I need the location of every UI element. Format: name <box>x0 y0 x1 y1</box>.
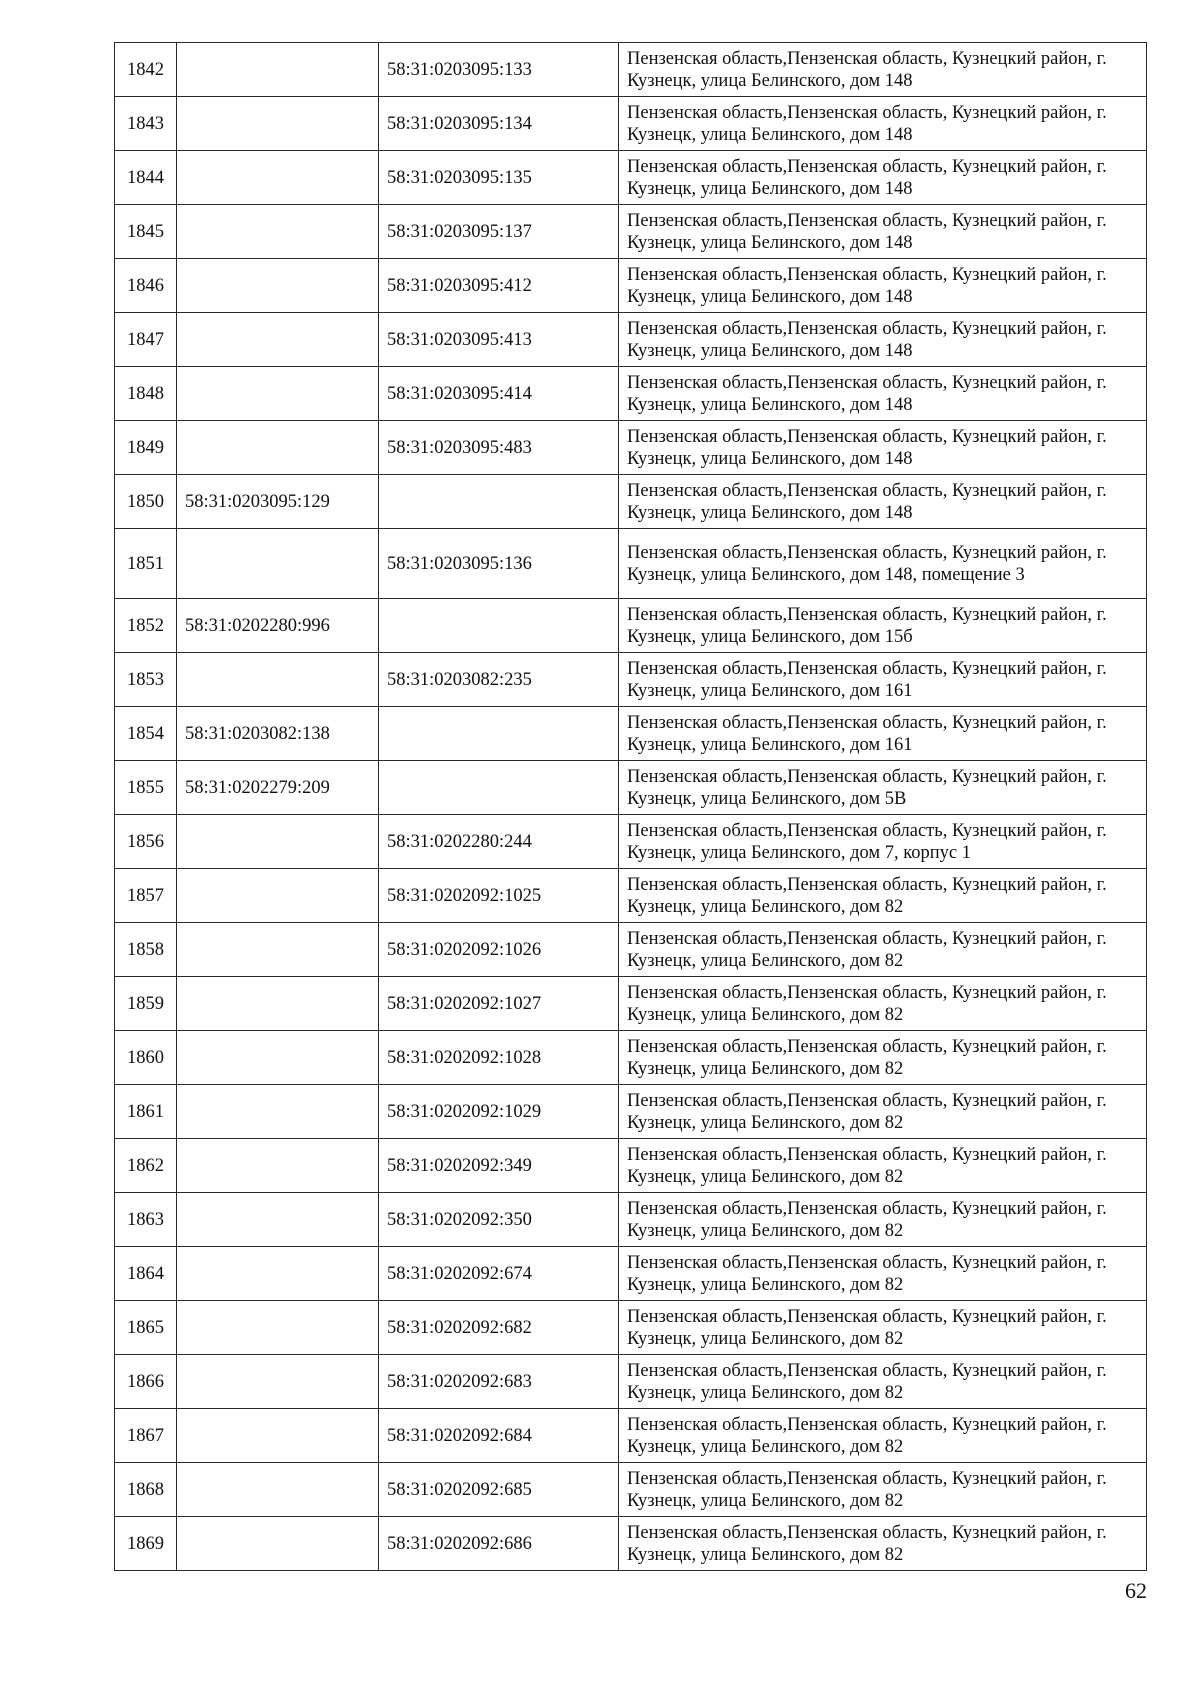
building-cadastral-number-cell: 58:31:0202092:684 <box>379 1409 619 1463</box>
table-row <box>115 1139 1147 1193</box>
table-row <box>115 1355 1147 1409</box>
land-cadastral-number-cell <box>177 1355 379 1409</box>
address-cell: Пензенская область,Пензенская область, Кузнецкий район, г. Кузнецк, улица Белинского, дом 148, помещение 3 <box>619 529 1147 599</box>
land-cadastral-number-cell <box>177 259 379 313</box>
address-cell: Пензенская область,Пензенская область, Кузнецкий район, г. Кузнецк, улица Белинского, дом 82 <box>619 977 1147 1031</box>
land-cadastral-number-cell <box>177 1517 379 1571</box>
address-cell: Пензенская область,Пензенская область, Кузнецкий район, г. Кузнецк, улица Белинского, дом 82 <box>619 1031 1147 1085</box>
address-cell: Пензенская область,Пензенская область, Кузнецкий район, г. Кузнецк, улица Белинского, дом 161 <box>619 653 1147 707</box>
address-cell: Пензенская область,Пензенская область, Кузнецкий район, г. Кузнецк, улица Белинского, дом 82 <box>619 1517 1147 1571</box>
table-row <box>115 1085 1147 1139</box>
table-row <box>115 815 1147 869</box>
building-cadastral-number-cell: 58:31:0203095:483 <box>379 421 619 475</box>
table-row <box>115 761 1147 815</box>
row-number-cell: 1842 <box>115 43 177 97</box>
land-cadastral-number-cell <box>177 1085 379 1139</box>
building-cadastral-number-cell: 58:31:0202092:1028 <box>379 1031 619 1085</box>
address-cell: Пензенская область,Пензенская область, Кузнецкий район, г. Кузнецк, улица Белинского, дом 161 <box>619 707 1147 761</box>
table-row <box>115 869 1147 923</box>
land-cadastral-number-cell <box>177 1031 379 1085</box>
row-number-cell: 1847 <box>115 313 177 367</box>
building-cadastral-number-cell: 58:31:0202092:686 <box>379 1517 619 1571</box>
table-row <box>115 259 1147 313</box>
address-cell: Пензенская область,Пензенская область, Кузнецкий район, г. Кузнецк, улица Белинского, дом 82 <box>619 1301 1147 1355</box>
registry-table <box>114 42 1147 1571</box>
land-cadastral-number-cell: 58:31:0202279:209 <box>177 761 379 815</box>
table-row <box>115 97 1147 151</box>
land-cadastral-number-cell <box>177 923 379 977</box>
address-cell: Пензенская область,Пензенская область, Кузнецкий район, г. Кузнецк, улица Белинского, дом 148 <box>619 367 1147 421</box>
row-number-cell: 1867 <box>115 1409 177 1463</box>
table-row <box>115 313 1147 367</box>
land-cadastral-number-cell <box>177 97 379 151</box>
land-cadastral-number-cell: 58:31:0203095:129 <box>177 475 379 529</box>
address-cell: Пензенская область,Пензенская область, Кузнецкий район, г. Кузнецк, улица Белинского, дом 82 <box>619 923 1147 977</box>
row-number-cell: 1856 <box>115 815 177 869</box>
land-cadastral-number-cell <box>177 1409 379 1463</box>
table-row <box>115 599 1147 653</box>
land-cadastral-number-cell <box>177 815 379 869</box>
address-cell: Пензенская область,Пензенская область, Кузнецкий район, г. Кузнецк, улица Белинского, дом 148 <box>619 259 1147 313</box>
row-number-cell: 1846 <box>115 259 177 313</box>
land-cadastral-number-cell <box>177 1463 379 1517</box>
building-cadastral-number-cell: 58:31:0203095:137 <box>379 205 619 259</box>
row-number-cell: 1853 <box>115 653 177 707</box>
table-row <box>115 1193 1147 1247</box>
table-row <box>115 1517 1147 1571</box>
table-row <box>115 43 1147 97</box>
building-cadastral-number-cell: 58:31:0203095:414 <box>379 367 619 421</box>
row-number-cell: 1869 <box>115 1517 177 1571</box>
building-cadastral-number-cell: 58:31:0203082:235 <box>379 653 619 707</box>
table-row <box>115 923 1147 977</box>
table-row <box>115 653 1147 707</box>
row-number-cell: 1855 <box>115 761 177 815</box>
row-number-cell: 1850 <box>115 475 177 529</box>
building-cadastral-number-cell: 58:31:0203095:413 <box>379 313 619 367</box>
row-number-cell: 1849 <box>115 421 177 475</box>
table-row <box>115 1463 1147 1517</box>
address-cell: Пензенская область,Пензенская область, Кузнецкий район, г. Кузнецк, улица Белинского, дом 82 <box>619 1247 1147 1301</box>
land-cadastral-number-cell: 58:31:0203082:138 <box>177 707 379 761</box>
table-row <box>115 475 1147 529</box>
building-cadastral-number-cell: 58:31:0202092:349 <box>379 1139 619 1193</box>
address-cell: Пензенская область,Пензенская область, Кузнецкий район, г. Кузнецк, улица Белинского, дом 148 <box>619 421 1147 475</box>
address-cell: Пензенская область,Пензенская область, Кузнецкий район, г. Кузнецк, улица Белинского, дом 5В <box>619 761 1147 815</box>
row-number-cell: 1848 <box>115 367 177 421</box>
land-cadastral-number-cell <box>177 1139 379 1193</box>
address-cell: Пензенская область,Пензенская область, Кузнецкий район, г. Кузнецк, улица Белинского, дом 148 <box>619 151 1147 205</box>
land-cadastral-number-cell <box>177 1301 379 1355</box>
building-cadastral-number-cell: 58:31:0202092:350 <box>379 1193 619 1247</box>
table-row <box>115 1409 1147 1463</box>
address-cell: Пензенская область,Пензенская область, Кузнецкий район, г. Кузнецк, улица Белинского, дом 148 <box>619 475 1147 529</box>
land-cadastral-number-cell: 58:31:0202280:996 <box>177 599 379 653</box>
table-row <box>115 1031 1147 1085</box>
address-cell: Пензенская область,Пензенская область, Кузнецкий район, г. Кузнецк, улица Белинского, дом 82 <box>619 869 1147 923</box>
land-cadastral-number-cell <box>177 313 379 367</box>
address-cell: Пензенская область,Пензенская область, Кузнецкий район, г. Кузнецк, улица Белинского, дом 82 <box>619 1139 1147 1193</box>
row-number-cell: 1865 <box>115 1301 177 1355</box>
address-cell: Пензенская область,Пензенская область, Кузнецкий район, г. Кузнецк, улица Белинского, дом 148 <box>619 313 1147 367</box>
row-number-cell: 1851 <box>115 529 177 599</box>
land-cadastral-number-cell <box>177 529 379 599</box>
building-cadastral-number-cell: 58:31:0203095:412 <box>379 259 619 313</box>
address-cell: Пензенская область,Пензенская область, Кузнецкий район, г. Кузнецк, улица Белинского, дом 148 <box>619 97 1147 151</box>
land-cadastral-number-cell <box>177 1247 379 1301</box>
building-cadastral-number-cell: 58:31:0202092:683 <box>379 1355 619 1409</box>
land-cadastral-number-cell <box>177 43 379 97</box>
table-row <box>115 151 1147 205</box>
address-cell: Пензенская область,Пензенская область, Кузнецкий район, г. Кузнецк, улица Белинского, дом 82 <box>619 1193 1147 1247</box>
land-cadastral-number-cell <box>177 977 379 1031</box>
row-number-cell: 1859 <box>115 977 177 1031</box>
table-row <box>115 1301 1147 1355</box>
table-row <box>115 529 1147 599</box>
address-cell: Пензенская область,Пензенская область, Кузнецкий район, г. Кузнецк, улица Белинского, дом 82 <box>619 1463 1147 1517</box>
address-cell: Пензенская область,Пензенская область, Кузнецкий район, г. Кузнецк, улица Белинского, дом 82 <box>619 1409 1147 1463</box>
land-cadastral-number-cell <box>177 151 379 205</box>
table-row <box>115 977 1147 1031</box>
building-cadastral-number-cell: 58:31:0202092:674 <box>379 1247 619 1301</box>
building-cadastral-number-cell: 58:31:0202092:682 <box>379 1301 619 1355</box>
row-number-cell: 1854 <box>115 707 177 761</box>
address-cell: Пензенская область,Пензенская область, Кузнецкий район, г. Кузнецк, улица Белинского, дом 82 <box>619 1085 1147 1139</box>
building-cadastral-number-cell: 58:31:0203095:135 <box>379 151 619 205</box>
building-cadastral-number-cell: 58:31:0202092:1029 <box>379 1085 619 1139</box>
table-row <box>115 1247 1147 1301</box>
land-cadastral-number-cell <box>177 1193 379 1247</box>
row-number-cell: 1864 <box>115 1247 177 1301</box>
address-cell: Пензенская область,Пензенская область, Кузнецкий район, г. Кузнецк, улица Белинского, дом 15б <box>619 599 1147 653</box>
building-cadastral-number-cell: 58:31:0202280:244 <box>379 815 619 869</box>
row-number-cell: 1861 <box>115 1085 177 1139</box>
land-cadastral-number-cell <box>177 653 379 707</box>
row-number-cell: 1858 <box>115 923 177 977</box>
row-number-cell: 1866 <box>115 1355 177 1409</box>
land-cadastral-number-cell <box>177 421 379 475</box>
building-cadastral-number-cell <box>379 707 619 761</box>
building-cadastral-number-cell: 58:31:0202092:685 <box>379 1463 619 1517</box>
row-number-cell: 1862 <box>115 1139 177 1193</box>
page-number: 62 <box>1125 1578 1147 1603</box>
address-cell: Пензенская область,Пензенская область, Кузнецкий район, г. Кузнецк, улица Белинского, дом 148 <box>619 43 1147 97</box>
row-number-cell: 1843 <box>115 97 177 151</box>
building-cadastral-number-cell: 58:31:0202092:1025 <box>379 869 619 923</box>
row-number-cell: 1845 <box>115 205 177 259</box>
land-cadastral-number-cell <box>177 205 379 259</box>
row-number-cell: 1857 <box>115 869 177 923</box>
building-cadastral-number-cell <box>379 599 619 653</box>
building-cadastral-number-cell: 58:31:0203095:134 <box>379 97 619 151</box>
table-row <box>115 421 1147 475</box>
table-row <box>115 707 1147 761</box>
row-number-cell: 1852 <box>115 599 177 653</box>
row-number-cell: 1863 <box>115 1193 177 1247</box>
building-cadastral-number-cell: 58:31:0203095:136 <box>379 529 619 599</box>
building-cadastral-number-cell <box>379 761 619 815</box>
building-cadastral-number-cell: 58:31:0202092:1027 <box>379 977 619 1031</box>
row-number-cell: 1860 <box>115 1031 177 1085</box>
row-number-cell: 1868 <box>115 1463 177 1517</box>
building-cadastral-number-cell: 58:31:0202092:1026 <box>379 923 619 977</box>
table-row <box>115 367 1147 421</box>
building-cadastral-number-cell: 58:31:0203095:133 <box>379 43 619 97</box>
registry-table-body <box>115 43 1147 1571</box>
table-row <box>115 205 1147 259</box>
address-cell: Пензенская область,Пензенская область, Кузнецкий район, г. Кузнецк, улица Белинского, дом 7, корпус 1 <box>619 815 1147 869</box>
land-cadastral-number-cell <box>177 367 379 421</box>
land-cadastral-number-cell <box>177 869 379 923</box>
address-cell: Пензенская область,Пензенская область, Кузнецкий район, г. Кузнецк, улица Белинского, дом 82 <box>619 1355 1147 1409</box>
address-cell: Пензенская область,Пензенская область, Кузнецкий район, г. Кузнецк, улица Белинского, дом 148 <box>619 205 1147 259</box>
building-cadastral-number-cell <box>379 475 619 529</box>
row-number-cell: 1844 <box>115 151 177 205</box>
